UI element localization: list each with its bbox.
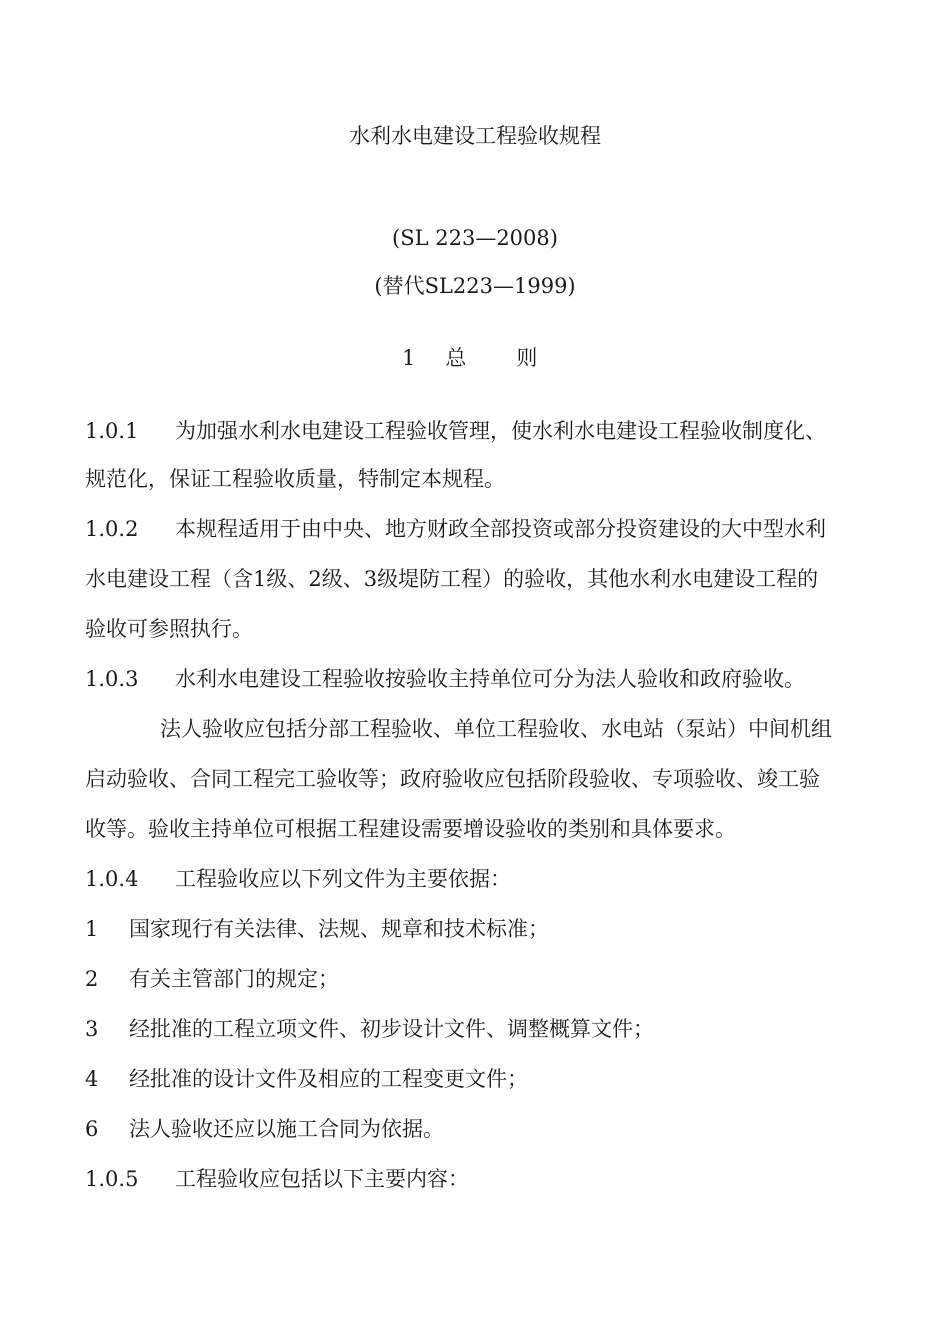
- list-item-text: 有关主管部门的规定；: [129, 967, 339, 991]
- list-item: [85, 915, 549, 943]
- clause-101-line-1: [85, 417, 826, 445]
- clause-number: 1.0.4: [85, 867, 139, 891]
- list-item-number: 4: [85, 1067, 99, 1091]
- clause-text: 本规程适用于由中央、地方财政全部投资或部分投资建设的大中型水利: [175, 517, 826, 541]
- list-item: [85, 965, 339, 993]
- list-item: [85, 1065, 528, 1093]
- list-item-number: 6: [85, 1117, 99, 1141]
- replaces-note: (替代SL223—1999): [374, 274, 576, 298]
- list-item-text: 法人验收还应以施工合同为依据。: [129, 1117, 444, 1141]
- clause-104-line-1: [85, 865, 511, 893]
- clause-103-line-3: 启动验收、合同工程完工验收等；政府验收应包括阶段验收、专项验收、竣工验: [85, 767, 820, 791]
- list-item: [85, 1115, 444, 1143]
- clause-text: 水利水电建设工程验收按验收主持单位可分为法人验收和政府验收。: [175, 667, 805, 691]
- chapter-heading: [402, 344, 537, 372]
- list-item-number: 1: [85, 917, 99, 941]
- list-item-text: 国家现行有关法律、法规、规章和技术标准；: [129, 917, 549, 941]
- list-item-number: 2: [85, 967, 99, 991]
- list-item-number: 3: [85, 1017, 99, 1041]
- clause-101-line-2: 规范化，保证工程验收质量，特制定本规程。: [85, 467, 505, 491]
- clause-number: 1.0.5: [85, 1167, 139, 1191]
- clause-number: 1.0.1: [85, 419, 139, 443]
- clause-102-line-1: [85, 515, 826, 543]
- chapter-title-b: 则: [516, 346, 538, 370]
- clause-103-line-1: [85, 665, 805, 693]
- document-title: 水利水电建设工程验收规程: [349, 124, 601, 148]
- list-item-text: 经批准的工程立项文件、初步设计文件、调整概算文件；: [129, 1017, 654, 1041]
- clause-102-line-2: 水电建设工程（含1级、2级、3级堤防工程）的验收，其他水利水电建设工程的: [85, 567, 819, 591]
- standard-code: (SL 223—2008): [392, 226, 558, 250]
- clause-text: 为加强水利水电建设工程验收管理，使水利水电建设工程验收制度化、: [175, 419, 826, 443]
- clause-text: 工程验收应以下列文件为主要依据：: [175, 867, 511, 891]
- clause-103-line-2: 法人验收应包括分部工程验收、单位工程验收、水电站（泵站）中间机组: [160, 717, 832, 741]
- chapter-number: 1: [402, 346, 416, 370]
- clause-number: 1.0.3: [85, 667, 139, 691]
- clause-103-line-4: 收等。验收主持单位可根据工程建设需要增设验收的类别和具体要求。: [85, 817, 736, 841]
- clause-105-line-1: [85, 1165, 469, 1193]
- list-item: [85, 1015, 654, 1043]
- clause-102-line-3: 验收可参照执行。: [85, 617, 253, 641]
- clause-text: 工程验收应包括以下主要内容：: [175, 1167, 469, 1191]
- clause-number: 1.0.2: [85, 517, 139, 541]
- chapter-title-a: 总: [445, 346, 467, 370]
- list-item-text: 经批准的设计文件及相应的工程变更文件；: [129, 1067, 528, 1091]
